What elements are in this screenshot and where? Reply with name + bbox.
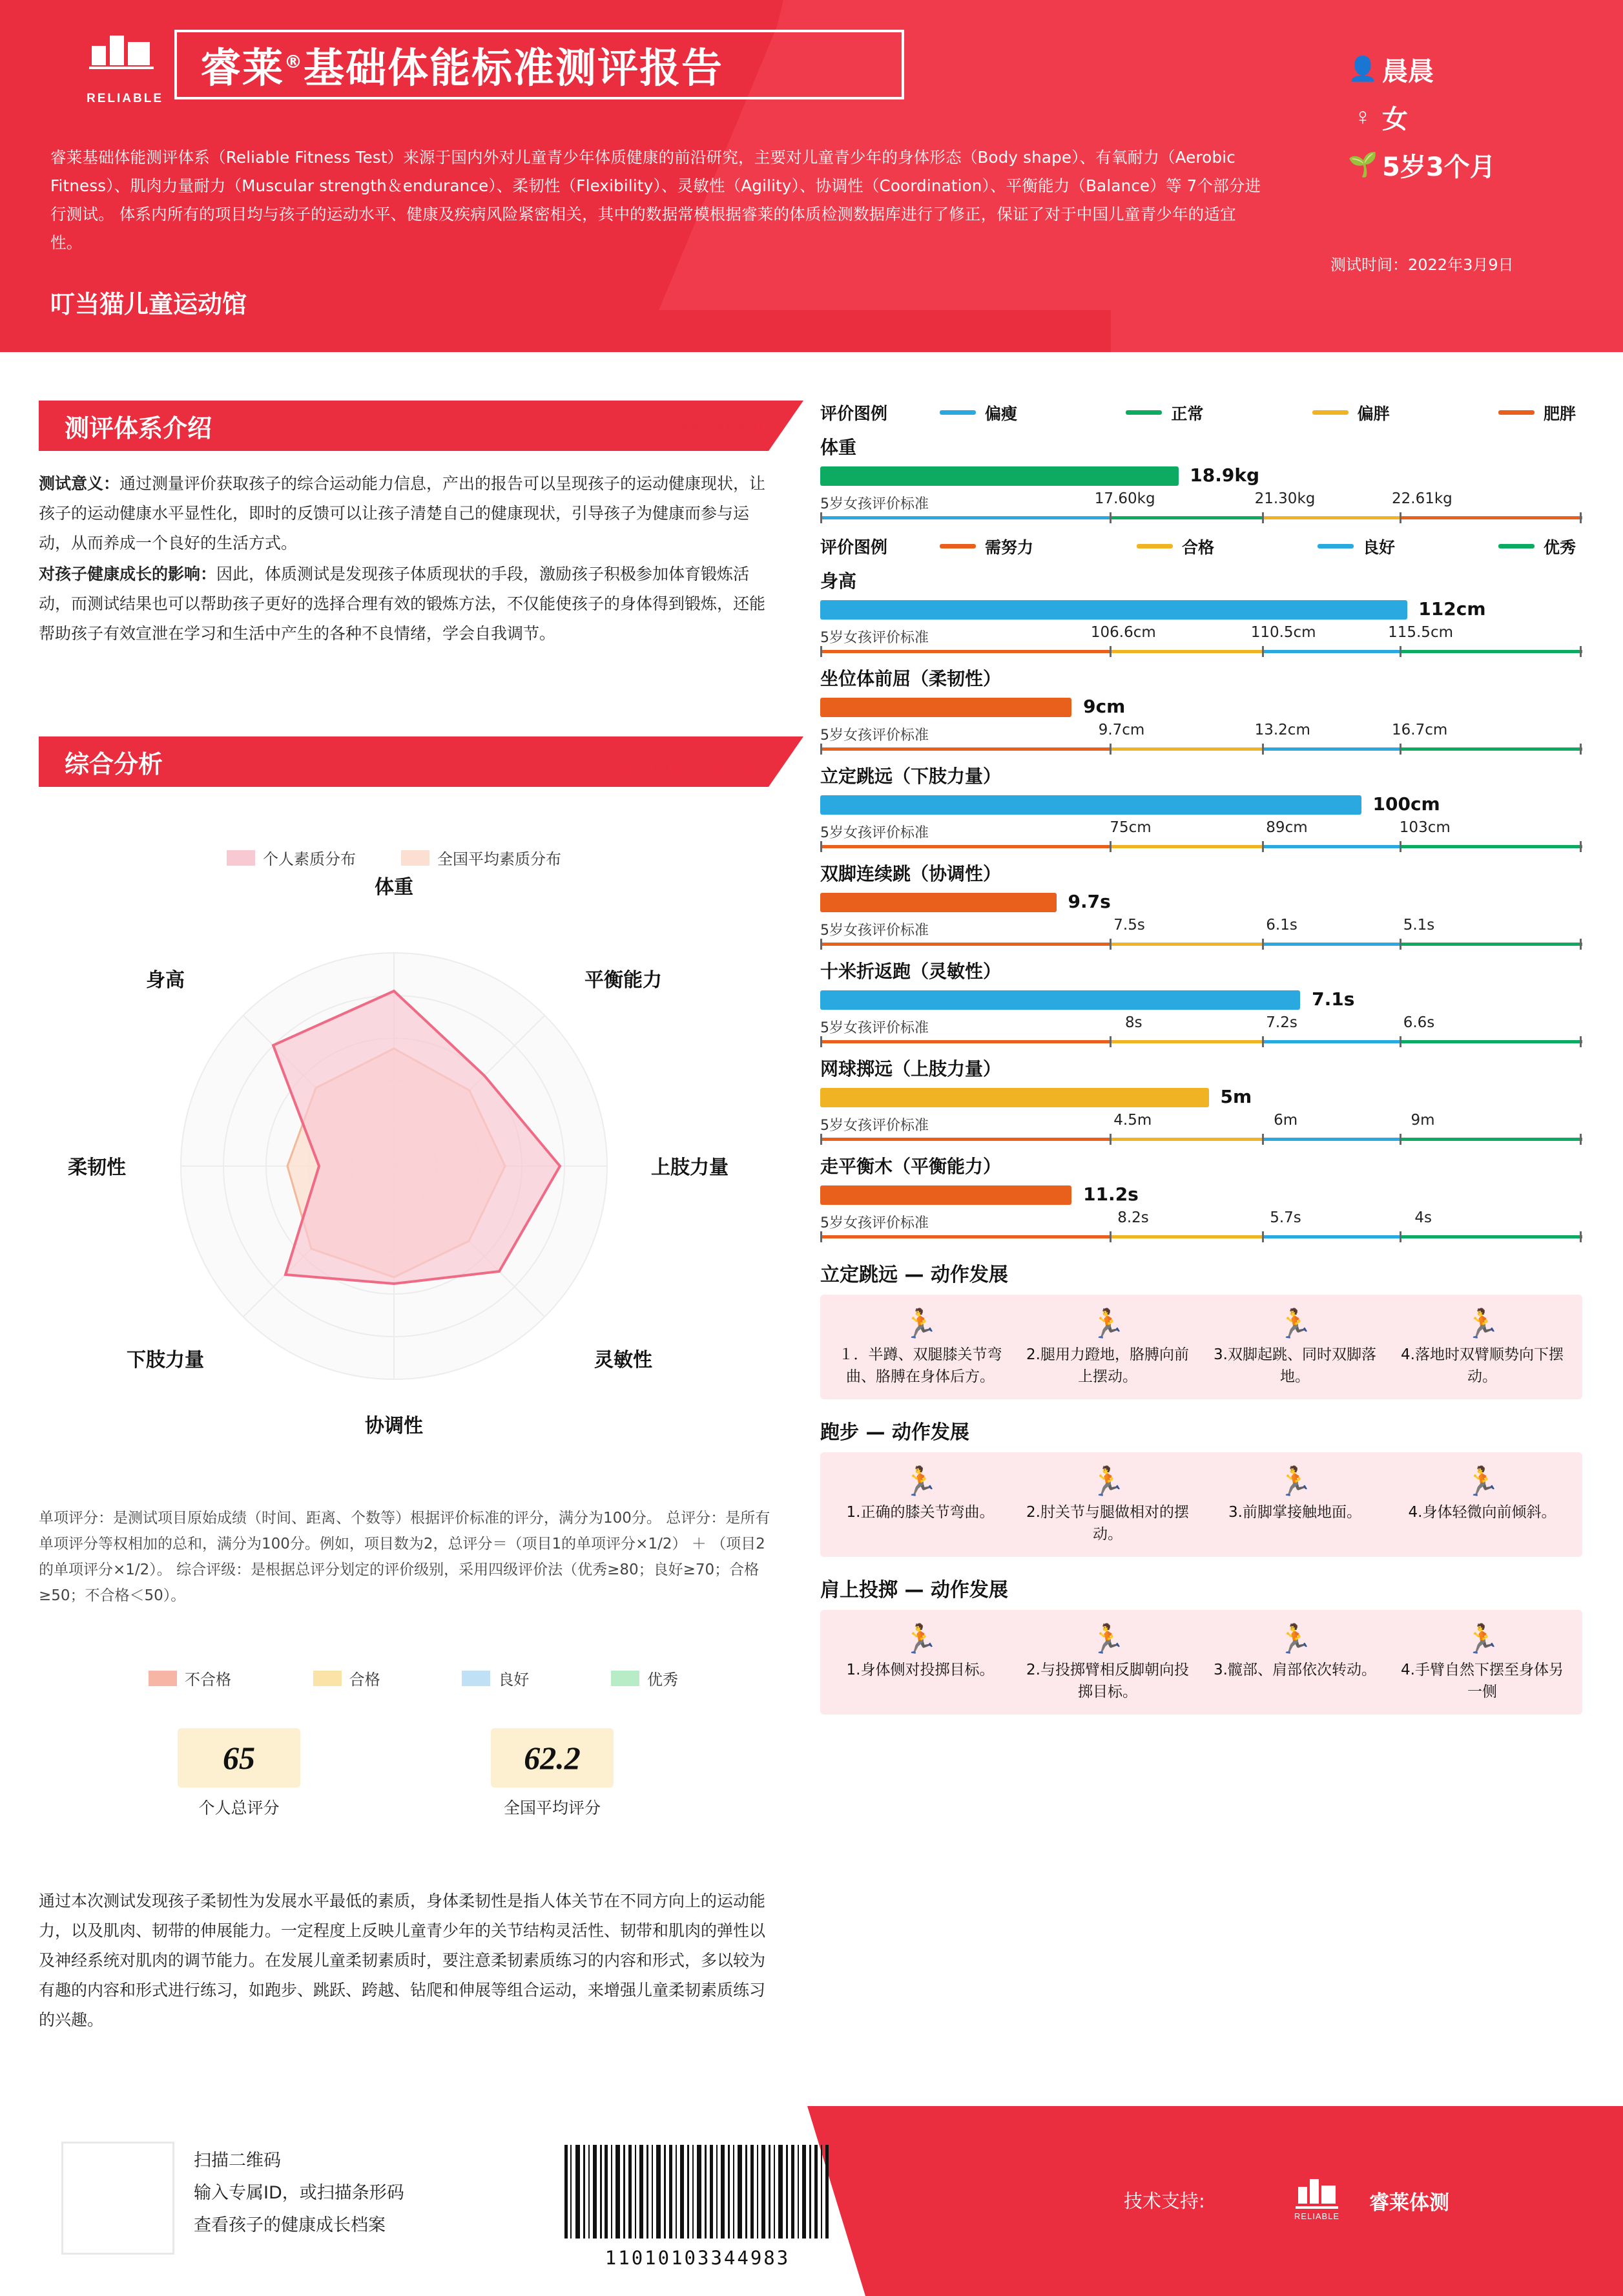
user-name-row — [1343, 45, 1615, 93]
brand-logo — [78, 36, 171, 105]
header-intro-paragraph: 睿莱基础体能测评体系（Reliable Fitness Test）来源于国内外对儿童青少年体质健康的前沿研究，主要对儿童青少年的身体形态（Body shape）、有氧耐力（Aerobic Fitness）、肌肉力量耐力（Muscular strength＆endurance）、柔韧性（Flexibility）、灵敏性（Agility）、协调性（Coordination）、平衡能力（Balance）等 7个部分进行测试。 体系内所有的项目均与孩子的运动水平、健康及疾病风险紧密相关，其中的数据常模根据睿莱的体质检测数据库进行了修正，保证了对于中国儿童青少年的适宜性。 — [50, 148, 1261, 252]
svg-text:协调性: 协调性 — [365, 1415, 423, 1437]
metric-double-foot-jump-scale-v3: 5.1s — [1403, 917, 1435, 934]
legend-item-qualified-label: 合格 — [1181, 537, 1214, 557]
metric-balance-beam-scale-v2: 5.7s — [1270, 1209, 1301, 1226]
throw-icon: 🏃 — [1277, 1623, 1313, 1655]
legend-item-need-effort — [940, 535, 1033, 558]
metric-standing-long-jump-bar — [820, 793, 1582, 817]
metric-weight-value: 18.9kg — [1190, 464, 1260, 486]
section-system-intro — [39, 401, 769, 649]
section-analysis-en: comprehensive analysis — [596, 756, 762, 773]
metric-tennis-throw-scale-label: 5岁女孩评价标准 — [820, 1118, 929, 1134]
action-title-standing-long-jump: 立定跳远 — 动作发展 — [820, 1264, 1008, 1286]
legend-item-normal — [1126, 401, 1203, 424]
metric-sit-and-reach-scale-label: 5岁女孩评价标准 — [820, 727, 929, 744]
action-item-text: 4.落地时双臂顺势向下摆动。 — [1401, 1346, 1564, 1385]
metric-height-scale — [820, 623, 1582, 656]
user-info — [1343, 45, 1615, 189]
metric-balance-beam-bar — [820, 1184, 1582, 1207]
intro-p2-label: 对孩子健康成长的影响： — [39, 565, 217, 583]
action-item — [1201, 1463, 1389, 1545]
legend-item-thin-label: 偏瘦 — [985, 404, 1018, 423]
action-section-running — [820, 1416, 1582, 1557]
footer-line-3: 查看孩子的健康成长档案 — [194, 2215, 386, 2235]
legend-label-pass: 合格 — [349, 1671, 380, 1689]
intro-p1-label: 测试意义： — [39, 474, 120, 493]
score-note: 单项评分：是测试项目原始成绩（时间、距离、个数等）根据评价标准的评分，满分为100分。 总评分：是所有单项评分等权相加的总和，满分为100分。例如，项目数为2，总评分＝（项目1的单项评分×1/2） ＋ （项目2的单项评分×1/2）。 综合评级：是根据总评分划定的评价级别，采用四级评价法（优秀≥80；良好≥70；合格≥50；不合格＜50）。 — [39, 1510, 770, 1604]
radar-legend-item — [227, 846, 356, 869]
metric-tennis-throw-bar-fill — [820, 1088, 1209, 1107]
title-rest: 基础体能标准测评报告 — [304, 44, 723, 92]
legend-item-excellent-label: 优秀 — [1543, 537, 1576, 557]
metric-height-value: 112cm — [1418, 598, 1486, 620]
metric-double-foot-jump-value: 9.7s — [1068, 891, 1111, 912]
action-item — [1014, 1620, 1201, 1703]
metric-weight — [820, 433, 1582, 523]
action-item — [1201, 1305, 1389, 1388]
report-footer — [0, 2106, 1623, 2296]
metric-weight-scale-v3: 22.61kg — [1392, 490, 1452, 507]
logo-bars-icon — [78, 36, 168, 74]
metric-height — [820, 567, 1582, 656]
metric-tennis-throw-scale — [820, 1111, 1582, 1144]
legend-label-good: 良好 — [498, 1671, 530, 1689]
legend-item-good — [1318, 535, 1395, 558]
metric-sit-and-reach — [820, 665, 1582, 754]
logo-text: RELIABLE — [87, 92, 163, 105]
metric-balance-beam-name: 走平衡木（平衡能力） — [820, 1156, 1002, 1177]
metric-sit-and-reach-bar — [820, 696, 1582, 719]
metric-double-foot-jump-scale-v1: 7.5s — [1113, 917, 1145, 934]
metric-double-foot-jump-scale — [820, 915, 1582, 949]
metric-shuttle-run-bar — [820, 988, 1582, 1012]
legend-swatch-personal — [227, 850, 255, 866]
page-title — [174, 30, 904, 99]
metric-weight-name: 体重 — [820, 437, 857, 458]
metric-shuttle-run — [820, 957, 1582, 1047]
section-analysis-title: 综合分析 — [65, 749, 163, 778]
section-intro-en: System introduction — [626, 417, 762, 435]
metric-weight-bar — [820, 464, 1582, 488]
metric-shuttle-run-scale-line — [820, 1040, 1582, 1043]
metric-shuttle-run-scale-v2: 7.2s — [1266, 1014, 1297, 1031]
metric-balance-beam-scale-v3: 4s — [1414, 1209, 1432, 1226]
user-age: 5岁3个月 — [1382, 152, 1496, 182]
action-title-overhead-throw: 肩上投掷 — 动作发展 — [820, 1579, 1008, 1602]
metric-shuttle-run-name: 十米折返跑（灵敏性） — [820, 961, 1002, 982]
metric-height-scale-v1: 106.6cm — [1090, 624, 1156, 641]
metric-weight-scale-v1: 17.60kg — [1094, 490, 1155, 507]
metric-sit-and-reach-value: 9cm — [1083, 696, 1126, 717]
report-header — [0, 0, 1623, 352]
gender-icon: ♀ — [1354, 103, 1372, 130]
metric-sit-and-reach-scale-v3: 16.7cm — [1392, 722, 1448, 738]
user-gender: 女 — [1382, 104, 1408, 134]
national-score-block — [491, 1728, 614, 1819]
metric-double-foot-jump-scale-line — [820, 943, 1582, 946]
intro-p2: 因此，体质测试是发现孩子体质现状的手段，激励孩子积极参加体育锻炼活动，而测试结果也可以帮助孩子更好的选择合理有效的锻炼方法，不仅能使孩子的身体得到锻炼，还能帮助孩子有效宣泄在学习和生活中产生的各种不良情绪，学会自我调节。 — [39, 565, 766, 643]
legend-label-national: 全国平均素质分布 — [437, 850, 561, 868]
metric-balance-beam-value: 11.2s — [1083, 1184, 1139, 1205]
user-gender-row — [1343, 93, 1615, 141]
svg-text:平衡能力: 平衡能力 — [584, 969, 662, 992]
action-item-text: 2.肘关节与腿做相对的摆动。 — [1026, 1504, 1189, 1543]
legend-item-obese — [1498, 401, 1576, 424]
metric-sit-and-reach-scale-line — [820, 747, 1582, 751]
metric-tennis-throw-scale-v1: 4.5m — [1113, 1112, 1152, 1129]
legend-item-thin — [940, 401, 1017, 424]
footer-line-1: 扫描二维码 — [194, 2151, 281, 2171]
person-icon: 👤 — [1347, 55, 1378, 82]
legend-label-fail: 不合格 — [185, 1671, 231, 1689]
personal-score-block — [178, 1728, 300, 1819]
metric-height-scale-v3: 115.5cm — [1388, 624, 1453, 641]
run-icon: 🏃 — [1464, 1308, 1500, 1340]
test-date: 测试时间：2022年3月9日 — [1330, 256, 1514, 274]
metric-height-bar — [820, 598, 1582, 621]
metric-balance-beam-bar-fill — [820, 1185, 1071, 1205]
metric-balance-beam — [820, 1153, 1582, 1242]
metric-sit-and-reach-name: 坐位体前屈（柔韧性） — [820, 668, 1002, 689]
action-item-text: 1.正确的膝关节弯曲。 — [846, 1504, 995, 1521]
action-item-text: 4.身体轻微向前倾斜。 — [1408, 1504, 1556, 1521]
action-item — [1389, 1620, 1576, 1703]
section-comprehensive-analysis — [39, 736, 769, 787]
svg-text:下肢力量: 下肢力量 — [127, 1349, 204, 1372]
legend-item-qualified — [1137, 535, 1214, 558]
metric-weight-scale-label: 5岁女孩评价标准 — [820, 496, 929, 512]
metric-height-name: 身高 — [820, 570, 857, 592]
throw-icon: 🏃 — [1090, 1623, 1126, 1655]
metric-standing-long-jump-scale-v1: 75cm — [1110, 819, 1152, 836]
personal-score-caption: 个人总评分 — [198, 1799, 280, 1817]
metric-double-foot-jump-name: 双脚连续跳（协调性） — [820, 863, 1002, 884]
legend-item-obese-label: 肥胖 — [1543, 404, 1576, 423]
metric-balance-beam-scale — [820, 1208, 1582, 1242]
metric-tennis-throw-scale-line — [820, 1138, 1582, 1141]
action-item-text: 2.与投掷臂相反脚朝向投掷目标。 — [1026, 1662, 1189, 1700]
action-item — [1389, 1305, 1576, 1388]
metric-balance-beam-scale-line — [820, 1235, 1582, 1238]
action-card-running — [820, 1452, 1582, 1557]
action-item — [1014, 1305, 1201, 1388]
legend-item-need-effort-label: 需努力 — [985, 537, 1034, 557]
metric-shuttle-run-scale-label: 5岁女孩评价标准 — [820, 1020, 929, 1036]
action-item-text: 2.腿用力蹬地，胳膊向前上摆动。 — [1026, 1346, 1189, 1385]
metric-balance-beam-scale-label: 5岁女孩评价标准 — [820, 1215, 929, 1231]
metric-standing-long-jump-scale — [820, 818, 1582, 851]
svg-text:上肢力量: 上肢力量 — [651, 1156, 729, 1179]
legend-item-overweight — [1312, 401, 1390, 424]
action-item — [827, 1463, 1014, 1545]
metric-standing-long-jump-scale-label: 5岁女孩评价标准 — [820, 825, 929, 841]
radar-svg — [39, 875, 749, 1444]
metric-standing-long-jump — [820, 762, 1582, 851]
national-score-caption: 全国平均评分 — [503, 1799, 601, 1817]
national-score-value: 62.2 — [491, 1728, 614, 1788]
action-section-standing-long-jump — [820, 1258, 1582, 1399]
throw-icon: 🏃 — [1464, 1623, 1500, 1655]
svg-text:身高: 身高 — [146, 969, 185, 992]
run-icon: 🏃 — [1277, 1308, 1313, 1340]
grade-legend — [149, 1667, 678, 1689]
metric-shuttle-run-bar-fill — [820, 990, 1300, 1010]
metric-height-scale-line — [820, 650, 1582, 653]
legend-performance-label: 评价图例 — [820, 538, 888, 558]
svg-text:柔韧性: 柔韧性 — [68, 1156, 126, 1179]
metric-tennis-throw-scale-v3: 9m — [1411, 1112, 1435, 1129]
legend-swatch-national — [401, 850, 429, 866]
legend-item-overweight-label: 偏胖 — [1357, 404, 1390, 423]
legend-weight — [820, 401, 1582, 424]
metric-tennis-throw-scale-v2: 6m — [1274, 1112, 1298, 1129]
action-item — [1014, 1463, 1201, 1545]
support-name: 睿莱体测 — [1369, 2191, 1449, 2215]
metric-double-foot-jump — [820, 860, 1582, 949]
venue-name: 叮当猫儿童运动馆 — [50, 290, 247, 318]
run-icon: 🏃 — [1464, 1466, 1500, 1498]
metric-tennis-throw — [820, 1055, 1582, 1144]
sprout-icon: 🌱 — [1347, 151, 1378, 178]
analysis-conclusion: 通过本次测试发现孩子柔韧性为发展水平最低的素质，身体柔韧性是指人体关节在不同方向上的运动能力，以及肌肉、韧带的伸展能力。一定程度上反映儿童青少年的关节结构灵活性、韧带和肌肉的弹性以及神经系统对肌肉的调节能力。在发展儿童柔韧素质时，要注意柔韧素质练习的内容和形式，多以较为有趣的内容和形式进行练习，如跑步、跳跃、跨越、钻爬和伸展等组合运动，来增强儿童柔韧素质练习的兴趣。 — [39, 1892, 766, 2029]
svg-text:RELIABLE: RELIABLE — [1294, 2211, 1340, 2220]
legend-label-excellent: 优秀 — [646, 1671, 678, 1689]
legend-swatch-excellent — [611, 1671, 639, 1686]
metric-standing-long-jump-bar-fill — [820, 795, 1361, 815]
run-icon: 🏃 — [902, 1308, 938, 1340]
action-section-overhead-throw — [820, 1574, 1582, 1715]
support-label: 技术支持: — [1124, 2190, 1205, 2212]
svg-text:体重: 体重 — [375, 876, 413, 899]
metric-double-foot-jump-bar — [820, 891, 1582, 914]
metric-standing-long-jump-scale-v3: 103cm — [1399, 819, 1451, 836]
grade-legend-item — [149, 1667, 231, 1689]
action-title-running: 跑步 — 动作发展 — [820, 1421, 969, 1444]
metric-shuttle-run-scale-v1: 8s — [1125, 1014, 1142, 1031]
action-item — [1201, 1620, 1389, 1703]
metric-tennis-throw-value: 5m — [1220, 1086, 1252, 1107]
radar-legend-item — [401, 846, 561, 869]
legend-label-personal: 个人素质分布 — [263, 850, 356, 868]
action-item-text: 1.身体侧对投掷目标。 — [846, 1662, 995, 1678]
metric-standing-long-jump-value: 100cm — [1372, 793, 1440, 815]
action-item — [827, 1620, 1014, 1703]
metric-standing-long-jump-name: 立定跳远（下肢力量） — [820, 766, 1002, 787]
barcode-icon — [562, 2145, 833, 2239]
footer-line-2: 输入专属ID，或扫描条形码 — [194, 2183, 404, 2203]
metric-height-bar-fill — [820, 600, 1407, 620]
metric-double-foot-jump-scale-v2: 6.1s — [1266, 917, 1297, 934]
barcode-number: 11010103344983 — [605, 2247, 791, 2269]
grade-legend-item — [462, 1667, 529, 1689]
throw-icon: 🏃 — [902, 1623, 938, 1655]
action-item-text: １．半蹲、双腿膝关节弯曲、胳膊在身体后方。 — [838, 1346, 1002, 1385]
grade-legend-item — [611, 1667, 678, 1689]
footer-instructions — [194, 2145, 404, 2242]
metric-weight-scale-v2: 21.30kg — [1254, 490, 1316, 507]
legend-item-excellent — [1498, 535, 1576, 558]
metric-shuttle-run-scale — [820, 1013, 1582, 1047]
action-item — [827, 1305, 1014, 1388]
legend-weight-label: 评价图例 — [820, 404, 888, 424]
legend-swatch-fail — [149, 1671, 177, 1686]
section-intro-title: 测评体系介绍 — [65, 413, 212, 443]
title-brand: 睿莱 — [200, 44, 284, 92]
action-card-overhead-throw — [820, 1610, 1582, 1715]
metric-weight-bar-fill — [820, 466, 1179, 486]
intro-p1: 通过测量评价获取孩子的综合运动能力信息，产出的报告可以呈现孩子的运动健康现状，让孩子的运动健康水平显性化，即时的反馈可以让孩子清楚自己的健康现状，引导孩子为健康而参与运动，从而养成一个良好的生活方式。 — [39, 474, 766, 552]
metric-tennis-throw-name: 网球掷远（上肢力量） — [820, 1058, 1002, 1080]
metric-double-foot-jump-scale-label: 5岁女孩评价标准 — [820, 923, 929, 939]
metric-sit-and-reach-scale — [820, 720, 1582, 754]
grade-legend-item — [313, 1667, 380, 1689]
metric-sit-and-reach-bar-fill — [820, 698, 1071, 717]
metric-standing-long-jump-scale-line — [820, 845, 1582, 848]
legend-item-good-label: 良好 — [1362, 537, 1395, 557]
user-age-row — [1343, 141, 1615, 189]
metric-height-scale-label: 5岁女孩评价标准 — [820, 630, 929, 646]
legend-swatch-good — [462, 1671, 490, 1686]
personal-score-value: 65 — [178, 1728, 300, 1788]
run-icon: 🏃 — [902, 1466, 938, 1498]
metric-tennis-throw-bar — [820, 1086, 1582, 1109]
user-name: 晨晨 — [1382, 56, 1434, 87]
action-item-text: 3.髋部、肩部依次转动。 — [1214, 1662, 1376, 1678]
title-registered-mark: ® — [284, 50, 304, 72]
run-icon: 🏃 — [1277, 1466, 1313, 1498]
legend-swatch-pass — [313, 1671, 342, 1686]
metric-shuttle-run-scale-v3: 6.6s — [1403, 1014, 1435, 1031]
radar-chart — [39, 846, 749, 1466]
legend-item-normal-label: 正常 — [1171, 404, 1204, 423]
metric-shuttle-run-value: 7.1s — [1312, 988, 1355, 1010]
metric-weight-scale — [820, 489, 1582, 523]
action-item-text: 3.双脚起跳、同时双脚落地。 — [1214, 1346, 1376, 1385]
metric-double-foot-jump-bar-fill — [820, 893, 1057, 912]
run-icon: 🏃 — [1090, 1466, 1126, 1498]
metric-weight-scale-line — [820, 516, 1582, 519]
metrics-panel — [820, 401, 1582, 1715]
support-logo — [1285, 2174, 1356, 2220]
action-card-standing-long-jump — [820, 1295, 1582, 1399]
action-item-text: 3.前脚掌接触地面。 — [1228, 1504, 1361, 1521]
metric-balance-beam-scale-v1: 8.2s — [1117, 1209, 1149, 1226]
legend-performance — [820, 534, 1582, 558]
metric-sit-and-reach-scale-v2: 13.2cm — [1254, 722, 1310, 738]
radar-legend — [39, 846, 749, 869]
metric-standing-long-jump-scale-v2: 89cm — [1266, 819, 1308, 836]
svg-text:灵敏性: 灵敏性 — [594, 1349, 652, 1372]
metric-height-scale-v2: 110.5cm — [1250, 624, 1316, 641]
metric-sit-and-reach-scale-v1: 9.7cm — [1098, 722, 1145, 738]
action-item-text: 4.手臂自然下摆至身体另一侧 — [1401, 1662, 1564, 1700]
action-item — [1389, 1463, 1576, 1545]
qr-code[interactable] — [61, 2142, 174, 2255]
run-icon: 🏃 — [1090, 1308, 1126, 1340]
